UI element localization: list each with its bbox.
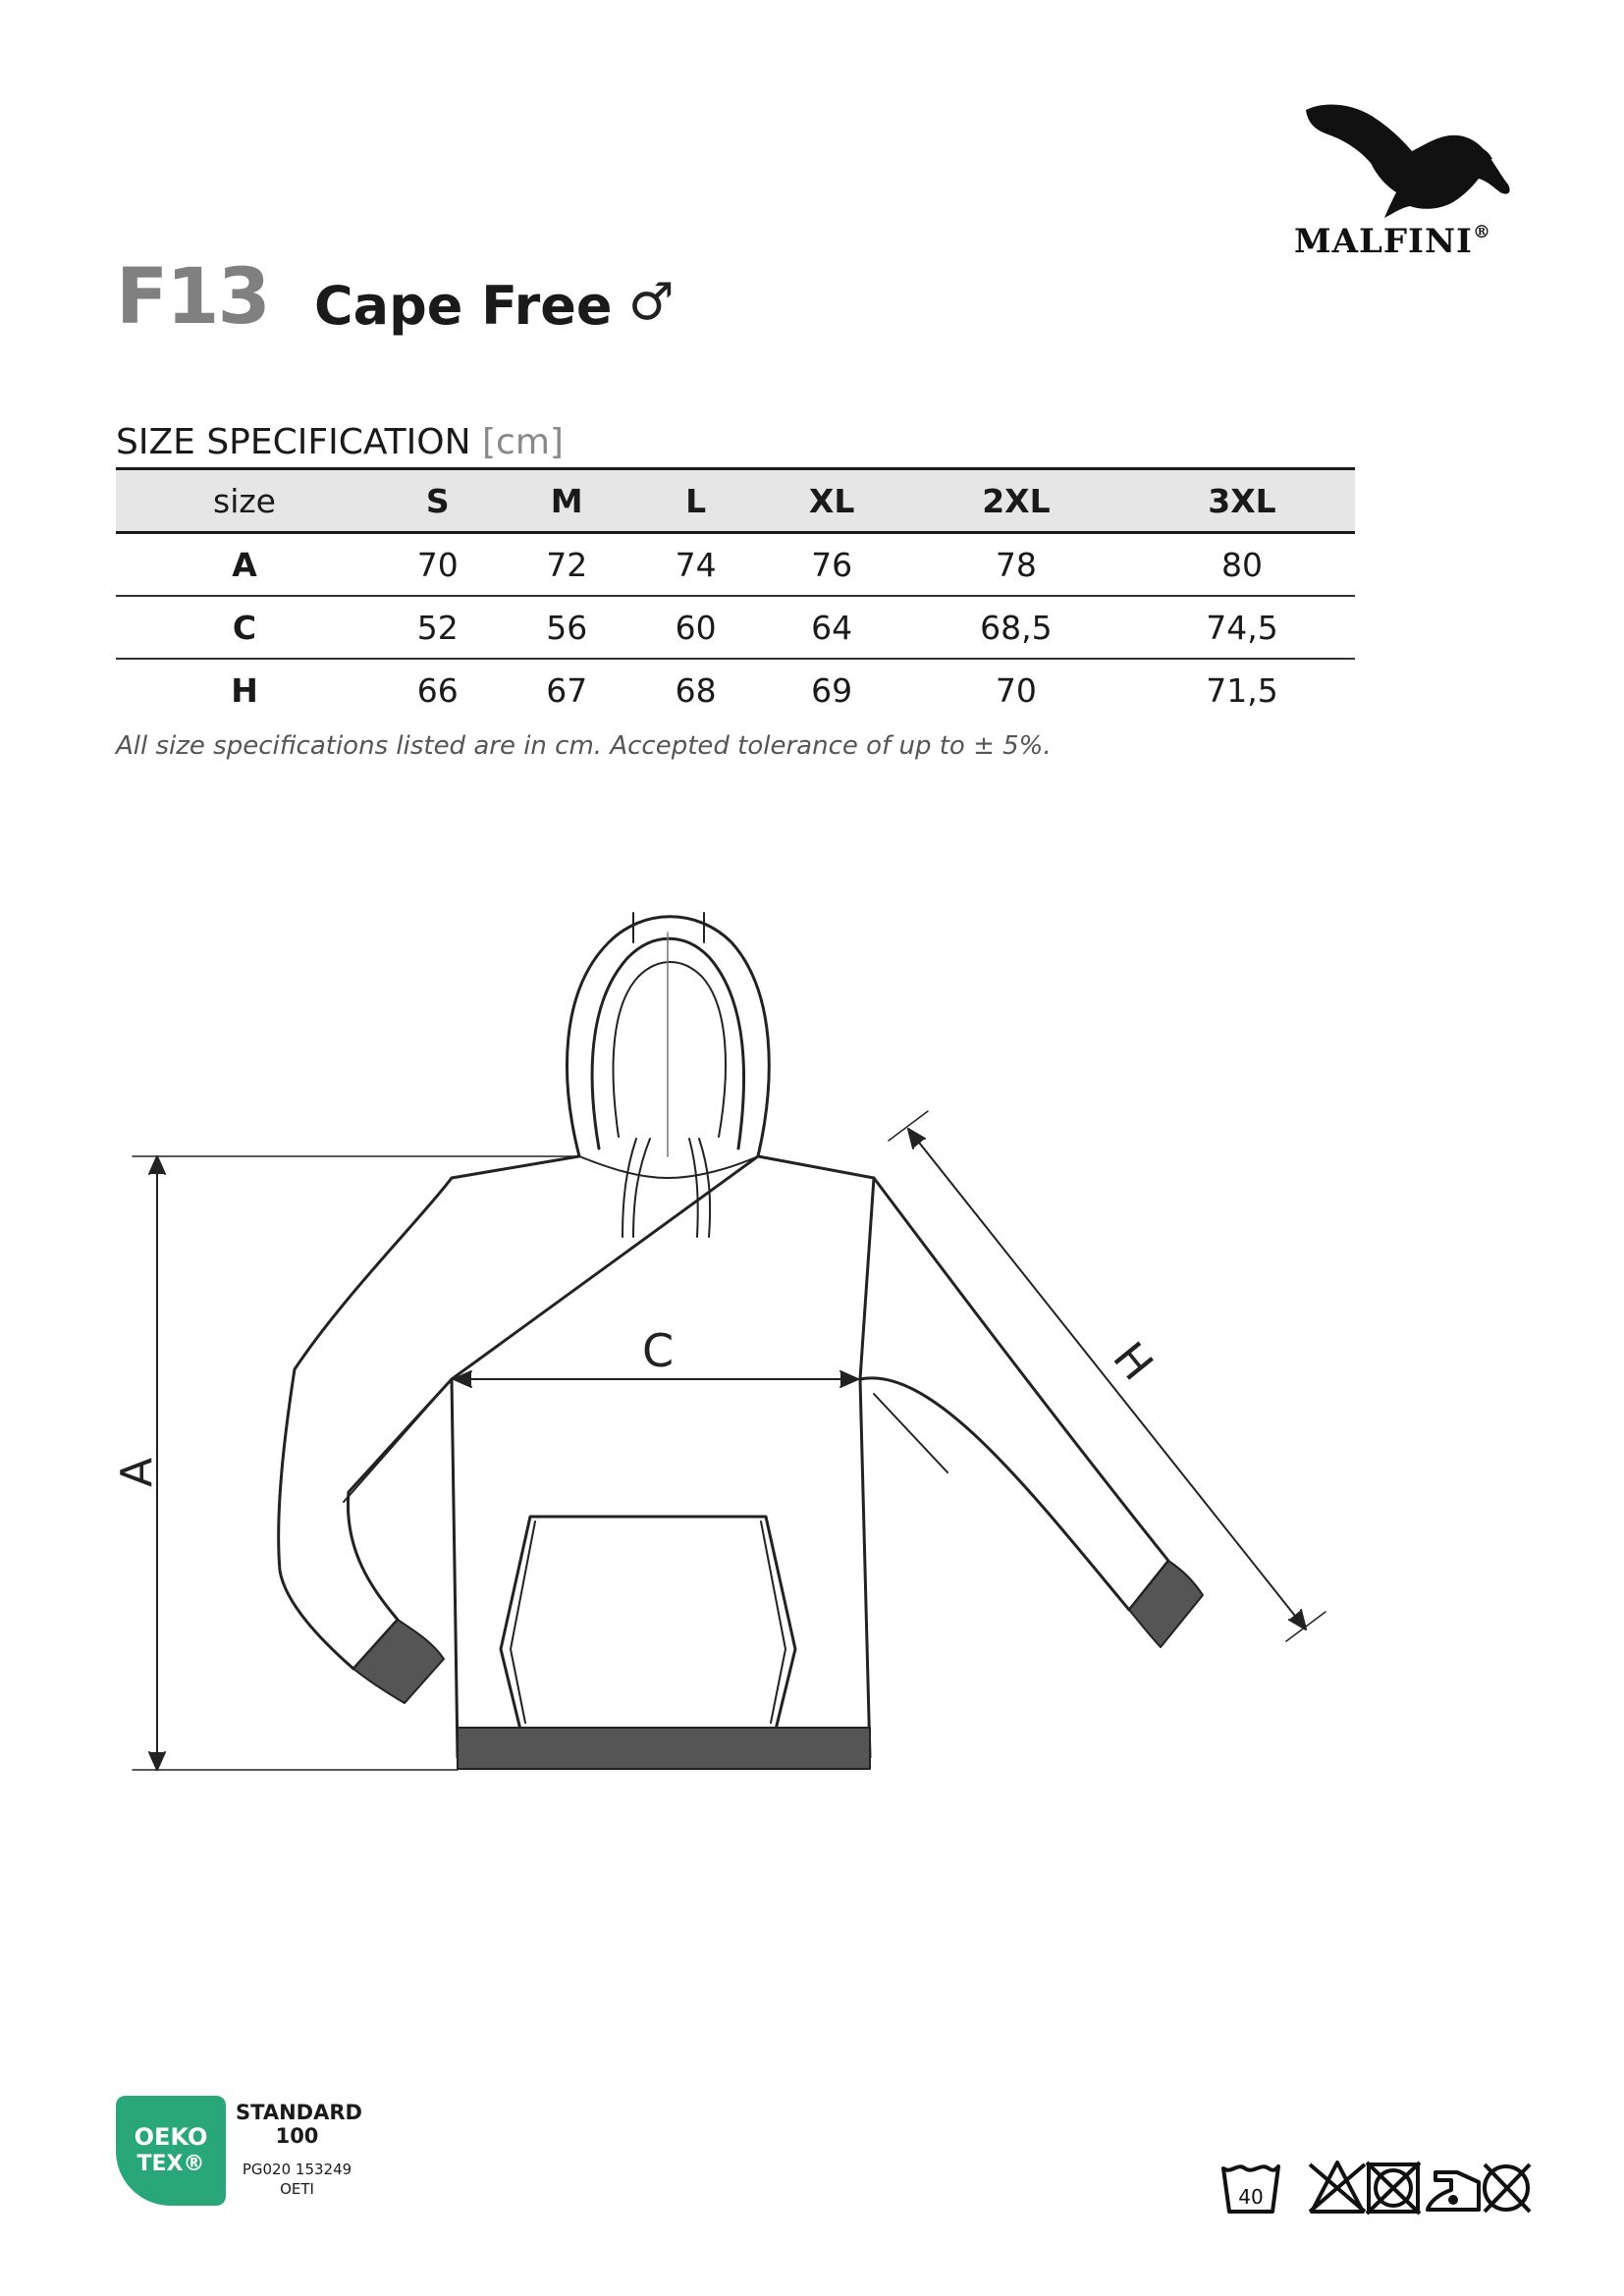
column-header: S: [373, 469, 502, 533]
table-cell: 66: [416, 670, 459, 710]
row-label: A: [232, 545, 257, 584]
care-symbols: [1221, 2155, 1532, 2219]
right-cuff: [1129, 1561, 1203, 1647]
kangaroo-pocket: [501, 1517, 795, 1730]
product-code: F13: [116, 253, 269, 342]
table-cell: 70: [416, 545, 459, 584]
table-cell: 70: [995, 670, 1037, 710]
standard-line1: STANDARD: [236, 2101, 362, 2124]
spec-unit: [cm]: [482, 422, 564, 462]
table-cell: 60: [675, 608, 717, 647]
table-cell: 64: [811, 608, 853, 647]
row-label: C: [232, 608, 257, 647]
table-cell: 74: [675, 545, 717, 584]
size-table: [116, 467, 1355, 721]
table-cell: 74,5: [1206, 608, 1278, 647]
table-cell: 52: [416, 608, 459, 647]
table-cell: 68: [675, 670, 717, 710]
oeko-standard: [236, 2101, 362, 2148]
column-header: size: [116, 469, 373, 533]
oeko-certificate: [236, 2160, 358, 2199]
label-c: C: [641, 1324, 675, 1377]
left-sleeve: [279, 1178, 452, 1669]
oeko-line1: OEKO: [134, 2123, 208, 2151]
male-gender-icon: ♂: [628, 273, 675, 332]
row-label: H: [231, 670, 258, 710]
column-header: 3XL: [1129, 469, 1355, 533]
waistband: [458, 1728, 870, 1769]
oeko-tex-badge: [116, 2096, 226, 2206]
table-cell: 72: [546, 545, 588, 584]
spec-title-text: SIZE SPECIFICATION: [116, 422, 471, 462]
right-sleeve: [860, 1178, 1168, 1610]
wash-40-icon: [1223, 2166, 1278, 2212]
wash-temp: 40: [1238, 2185, 1264, 2209]
table-cell: 76: [811, 545, 853, 584]
table-row: [116, 533, 1355, 597]
iron-low-icon: [1428, 2172, 1479, 2210]
product-name: Cape Free: [314, 275, 613, 337]
column-header: 2XL: [903, 469, 1129, 533]
label-a: A: [112, 1457, 162, 1488]
no-tumble-dry-icon: [1367, 2163, 1420, 2214]
left-cuff: [353, 1620, 444, 1703]
hoodie-measurement-diagram: [112, 883, 1345, 1865]
measure-line-h: [908, 1129, 1306, 1629]
brand-name: MALFINI: [1294, 222, 1473, 261]
spec-title: [116, 422, 564, 462]
table-cell: 68,5: [980, 608, 1053, 647]
label-h: H: [1103, 1333, 1163, 1391]
table-cell: 78: [995, 545, 1037, 584]
table-cell: 80: [1220, 545, 1263, 584]
table-row: [116, 659, 1355, 721]
cert-institute: OETI: [280, 2180, 314, 2198]
size-table-header-row: [116, 469, 1355, 533]
table-cell: 67: [546, 670, 588, 710]
no-dry-clean-icon: [1485, 2164, 1530, 2212]
column-header: M: [502, 469, 630, 533]
table-row: [116, 596, 1355, 659]
standard-line2: 100: [275, 2124, 319, 2148]
no-bleach-icon: [1310, 2163, 1365, 2212]
table-cell: 56: [546, 608, 588, 647]
column-header: XL: [760, 469, 903, 533]
registered-mark: ®: [1472, 222, 1491, 242]
table-cell: 69: [811, 670, 853, 710]
oeko-line2: TEX®: [136, 2152, 205, 2176]
tolerance-note: All size specifications listed are in cm. Accepted tolerance of up to ± 5%.: [116, 731, 1052, 761]
table-cell: 71,5: [1206, 670, 1278, 710]
brand-wordmark: [1294, 222, 1491, 261]
cert-code: PG020 153249: [242, 2161, 352, 2178]
column-header: L: [631, 469, 760, 533]
